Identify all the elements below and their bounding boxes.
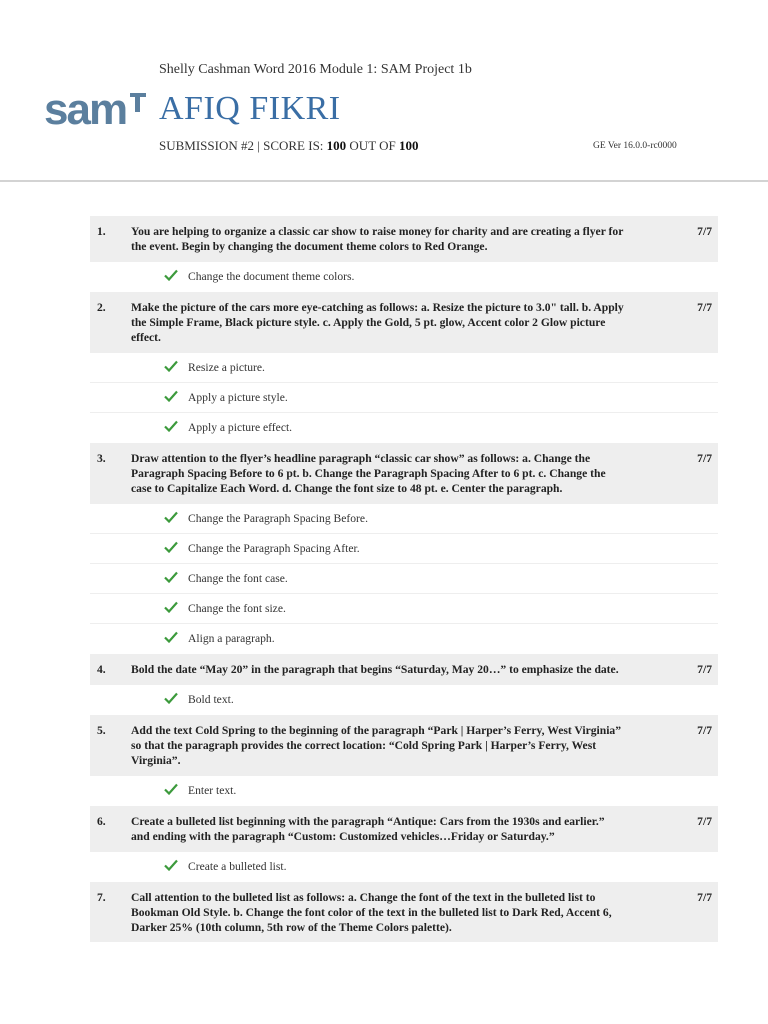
subtask-row — [90, 352, 718, 382]
subtask-label: Change the Paragraph Spacing After. — [188, 542, 360, 555]
checkmark-icon — [164, 783, 178, 798]
checkmark-icon — [164, 859, 178, 874]
report-header — [0, 0, 768, 182]
task-description: Bold the date “May 20” in the paragraph that begins “Saturday, May 20…” to emphasize the date. — [131, 663, 619, 676]
task-score: 7/7 — [697, 225, 712, 238]
task-row — [90, 805, 718, 851]
task-number: 3. — [97, 452, 106, 465]
max-score-value: 100 — [399, 138, 419, 153]
version-label: GE Ver 16.0.0-rc0000 — [593, 141, 677, 151]
course-title: Shelly Cashman Word 2016 Module 1: SAM Project 1b — [159, 62, 472, 77]
checkmark-icon — [164, 601, 178, 616]
task-row — [90, 714, 718, 775]
subtask-row — [90, 623, 718, 653]
subtask-row — [90, 684, 718, 714]
checkmark-icon — [164, 541, 178, 556]
checkmark-icon — [164, 692, 178, 707]
subtask-label: Resize a picture. — [188, 361, 265, 374]
task-number: 5. — [97, 724, 106, 737]
checkmark-icon — [164, 571, 178, 586]
subtask-label: Apply a picture effect. — [188, 421, 293, 434]
subtask-row — [90, 563, 718, 593]
subtask-label: Change the font case. — [188, 572, 288, 585]
subtask-label: Change the document theme colors. — [188, 270, 355, 283]
task-description: Call attention to the bulleted list as follows: a. Change the font of the text in the bulleted list to Bookman Old Style. b. Change the font color of the text in the bulleted list to Dark Red, Accent 6, Darker 25% (10th column, 5th row of the Theme Colors palette). — [131, 891, 612, 934]
logo-text: sam — [44, 90, 127, 128]
student-name: AFIQ FIKRI — [159, 90, 341, 127]
task-score: 7/7 — [697, 452, 712, 465]
subtask-row — [90, 533, 718, 563]
task-score: 7/7 — [697, 663, 712, 676]
task-score: 7/7 — [697, 301, 712, 314]
subtask-label: Create a bulleted list. — [188, 860, 287, 873]
subtask-row — [90, 412, 718, 442]
task-description: You are helping to organize a classic car show to raise money for charity and are creating a flyer for the event. Begin by changing the document theme colors to Red Orange. — [131, 225, 624, 253]
subtask-row — [90, 382, 718, 412]
submission-label: SUBMISSION #2 | SCORE IS: — [159, 138, 327, 153]
score-value: 100 — [326, 138, 347, 153]
subtask-label: Change the font size. — [188, 602, 286, 615]
subtask-label: Enter text. — [188, 784, 237, 797]
task-number: 2. — [97, 301, 106, 314]
task-number: 1. — [97, 225, 106, 238]
task-score: 7/7 — [697, 891, 712, 904]
task-list — [90, 215, 718, 942]
task-number: 4. — [97, 663, 106, 676]
task-number: 6. — [97, 815, 106, 828]
subtask-row — [90, 851, 718, 881]
task-description: Add the text Cold Spring to the beginning of the paragraph “Park | Harper’s Ferry, West Virginia” so that the paragraph provides the correct location: “Cold Spring Park | Harper’s Ferry, West Virginia”. — [131, 724, 622, 767]
task-row — [90, 442, 718, 503]
score-line — [159, 138, 419, 154]
subtask-label: Align a paragraph. — [188, 632, 275, 645]
task-description: Create a bulleted list beginning with the paragraph “Antique: Cars from the 1930s and earlier.” and ending with the paragraph “Custom: Customized vehicles…Friday or Saturday.” — [131, 815, 605, 843]
task-number: 7. — [97, 891, 106, 904]
subtask-label: Change the Paragraph Spacing Before. — [188, 512, 368, 525]
checkmark-icon — [164, 511, 178, 526]
checkmark-icon — [164, 360, 178, 375]
task-row — [90, 291, 718, 352]
checkmark-icon — [164, 269, 178, 284]
task-description: Draw attention to the flyer’s headline paragraph “classic car show” as follows: a. Change the Paragraph Spacing Before to 6 pt. b. Change the Paragraph Spacing After to 6 pt. c. Change the case to Capitalize Each Word. d. Change the font size to 48 pt. e. Center the paragraph. — [131, 452, 606, 495]
subtask-row — [90, 593, 718, 623]
task-score: 7/7 — [697, 724, 712, 737]
subtask-label: Bold text. — [188, 693, 234, 706]
checkmark-icon — [164, 631, 178, 646]
subtask-label: Apply a picture style. — [188, 391, 288, 404]
checkmark-icon — [164, 390, 178, 405]
task-row — [90, 215, 718, 261]
out-of-label: OUT OF — [346, 138, 400, 153]
checkmark-icon — [164, 420, 178, 435]
task-row — [90, 881, 718, 942]
header-divider — [0, 180, 768, 182]
subtask-row — [90, 503, 718, 533]
sam-logo — [44, 90, 148, 133]
task-row — [90, 653, 718, 684]
subtask-row — [90, 775, 718, 805]
task-score: 7/7 — [697, 815, 712, 828]
task-description: Make the picture of the cars more eye-catching as follows: a. Resize the picture to 3.0" tall. b. Apply the Simple Frame, Black picture style. c. Apply the Gold, 5 pt. glow, Accent color 2 Glow picture effect. — [131, 301, 624, 344]
subtask-row — [90, 261, 718, 291]
